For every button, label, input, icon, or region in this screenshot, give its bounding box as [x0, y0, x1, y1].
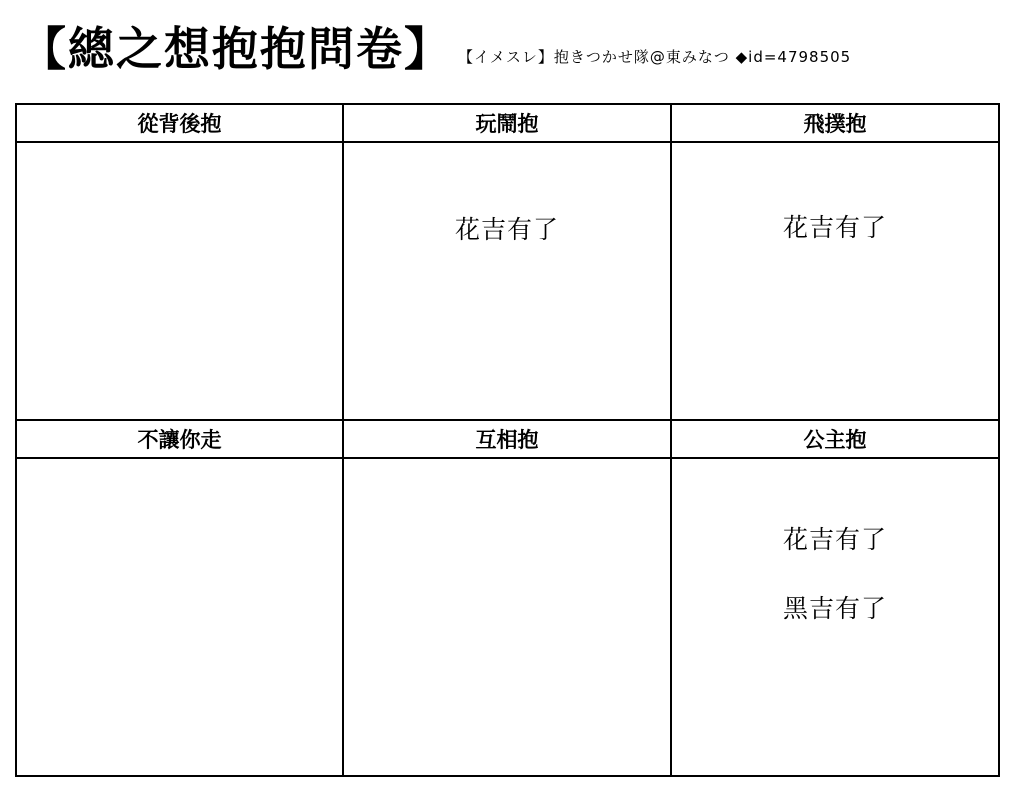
page-title: 【總之想抱抱問卷】	[20, 22, 452, 76]
page-subtitle: 【イメスレ】抱きつかせ隊@東みなつ ◆id=4798505	[458, 47, 852, 66]
cell-body-back-hug	[17, 143, 344, 421]
entry-text: 花吉有了	[782, 213, 887, 242]
cell-header-pounce-hug: 飛撲抱	[672, 105, 998, 143]
cell-header-dont-leave: 不讓你走	[17, 421, 344, 459]
title-row	[20, 18, 851, 80]
cell-header-princess-hug: 公主抱	[672, 421, 998, 459]
entry-text: 花吉有了	[782, 525, 887, 554]
entry-text: 黑吉有了	[782, 594, 887, 623]
cell-header-mutual-hug: 互相抱	[344, 421, 672, 459]
cell-header-play-hug: 玩鬧抱	[344, 105, 672, 143]
cell-body-dont-leave	[17, 459, 344, 775]
cell-body-play-hug	[344, 143, 672, 421]
cell-header-back-hug: 從背後抱	[17, 105, 344, 143]
entry-text: 花吉有了	[454, 215, 559, 244]
cell-body-princess-hug	[672, 459, 998, 775]
cell-body-mutual-hug	[344, 459, 672, 775]
questionnaire-grid	[15, 103, 1000, 777]
cell-body-pounce-hug	[672, 143, 998, 421]
